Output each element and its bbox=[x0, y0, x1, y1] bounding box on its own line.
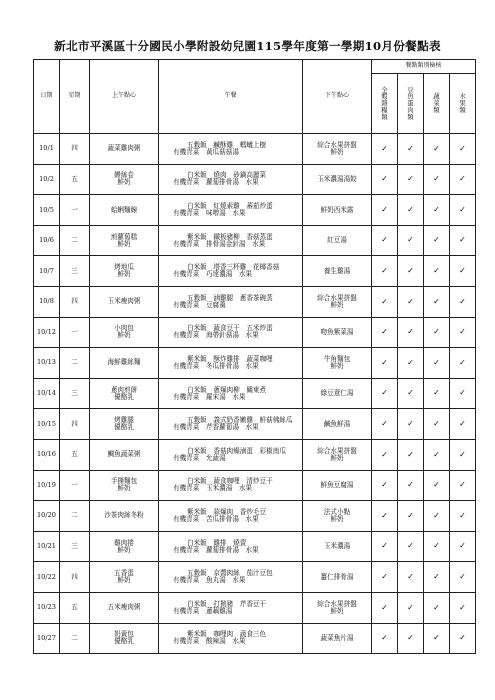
cell-date: 10/6 bbox=[34, 225, 60, 256]
cell-date: 10/8 bbox=[34, 286, 60, 317]
table-row bbox=[34, 256, 476, 287]
cell-am-snack bbox=[90, 195, 159, 226]
check-mark: ✓ bbox=[372, 225, 398, 256]
cell-weekday: 一 bbox=[60, 195, 90, 226]
cell-lunch bbox=[159, 164, 303, 195]
cell-lunch bbox=[159, 562, 303, 593]
cell-am-snack bbox=[90, 134, 159, 165]
table-row bbox=[34, 470, 476, 501]
menu-line: 鮮奶 bbox=[117, 331, 131, 340]
menu-line: 白米飯 蔥爆肉柳 關東煮 bbox=[187, 385, 267, 394]
menu-line: 鹹魚鮮湯 bbox=[323, 419, 351, 428]
category-char: 豆 bbox=[407, 85, 414, 94]
menu-line: 五穀飯 義式奶香嫩雞 鮮菇佛絲瓜 bbox=[187, 416, 293, 425]
check-mark: ✓ bbox=[398, 470, 424, 501]
cell-lunch bbox=[159, 378, 303, 409]
table-row bbox=[34, 195, 476, 226]
cell-lunch bbox=[159, 592, 303, 623]
cell-am-snack bbox=[90, 317, 159, 348]
category-char: 類 bbox=[381, 112, 388, 121]
menu-line: 鮮奶西米露 bbox=[320, 205, 354, 214]
header-weekday: 星期 bbox=[60, 60, 90, 134]
cell-weekday: 五 bbox=[60, 164, 90, 195]
cell-weekday: 五 bbox=[60, 439, 90, 470]
cell-weekday: 二 bbox=[60, 348, 90, 379]
table-row bbox=[34, 592, 476, 623]
cell-am-snack bbox=[90, 409, 159, 440]
menu-line: 手撕麵包 bbox=[110, 477, 138, 486]
menu-line: 紫米飯 酥炸雞排 蔬菜咖哩 bbox=[187, 355, 273, 364]
cell-weekday: 三 bbox=[60, 256, 90, 287]
cell-am-snack bbox=[90, 439, 159, 470]
check-mark: ✓ bbox=[450, 531, 476, 562]
check-mark: ✓ bbox=[424, 378, 450, 409]
menu-line: 五香蛋 bbox=[114, 569, 134, 578]
cell-lunch bbox=[159, 348, 303, 379]
check-mark: ✓ bbox=[372, 531, 398, 562]
cell-lunch bbox=[159, 317, 303, 348]
check-mark: ✓ bbox=[398, 531, 424, 562]
check-mark: ✓ bbox=[424, 409, 450, 440]
menu-line: 沙茶肉絲冬粉 bbox=[104, 511, 144, 520]
header-category-group: 餐點類別檢核 bbox=[372, 60, 476, 74]
category-char: 肉 bbox=[407, 105, 414, 114]
category-char: 類 bbox=[459, 105, 466, 114]
check-mark: ✓ bbox=[398, 225, 424, 256]
table-row bbox=[34, 225, 476, 256]
check-mark: ✓ bbox=[372, 348, 398, 379]
cell-am-snack bbox=[90, 562, 159, 593]
menu-line: 綜合水果拼盤 bbox=[317, 599, 357, 608]
cell-date: 10/14 bbox=[34, 378, 60, 409]
menu-line: 玉米瘦肉粥 bbox=[107, 297, 141, 306]
menu-line: 雞肉捲 bbox=[114, 538, 134, 547]
header-am-snack: 上午點心 bbox=[90, 60, 159, 134]
check-mark: ✓ bbox=[372, 317, 398, 348]
cell-pm-snack bbox=[303, 348, 372, 379]
cell-date: 10/2 bbox=[34, 164, 60, 195]
menu-line: 鮮奶 bbox=[117, 545, 131, 554]
cell-weekday: 一 bbox=[60, 317, 90, 348]
cell-am-snack bbox=[90, 378, 159, 409]
menu-line: 鮮奶 bbox=[330, 453, 344, 462]
check-mark: ✓ bbox=[398, 164, 424, 195]
table-row bbox=[34, 562, 476, 593]
check-mark: ✓ bbox=[372, 378, 398, 409]
menu-line: 鮮奶 bbox=[330, 147, 344, 156]
category-char: 蛋 bbox=[407, 99, 414, 108]
cell-date: 10/16 bbox=[34, 439, 60, 470]
cell-pm-snack bbox=[303, 134, 372, 165]
table-row bbox=[34, 378, 476, 409]
check-mark: ✓ bbox=[398, 286, 424, 317]
cell-am-snack bbox=[90, 623, 159, 654]
check-mark: ✓ bbox=[424, 470, 450, 501]
cell-date: 10/7 bbox=[34, 256, 60, 287]
menu-line: 有機青菜 酸辣湯 水果 bbox=[173, 637, 246, 646]
check-mark: ✓ bbox=[450, 623, 476, 654]
check-mark: ✓ bbox=[450, 562, 476, 593]
check-mark: ✓ bbox=[424, 439, 450, 470]
cell-am-snack bbox=[90, 164, 159, 195]
menu-line: 鮮魚豆腐湯 bbox=[320, 480, 354, 489]
check-mark: ✓ bbox=[424, 134, 450, 165]
check-mark: ✓ bbox=[450, 225, 476, 256]
check-mark: ✓ bbox=[398, 409, 424, 440]
table-row bbox=[34, 409, 476, 440]
menu-line: 薑仁排骨湯 bbox=[320, 572, 354, 581]
category-char: 全 bbox=[381, 85, 388, 94]
table-row bbox=[34, 134, 476, 165]
cell-weekday: 三 bbox=[60, 378, 90, 409]
menu-line: 法式小點 bbox=[323, 508, 351, 516]
menu-line: 紫米飯 咖哩肉 蔬食三色 bbox=[187, 630, 267, 639]
cell-date: 10/21 bbox=[34, 531, 60, 562]
cell-am-snack bbox=[90, 592, 159, 623]
check-mark: ✓ bbox=[424, 501, 450, 532]
check-mark: ✓ bbox=[398, 562, 424, 593]
menu-line: 白米飯 紅燒素雞 蕃茄炒蛋 bbox=[187, 202, 273, 211]
check-mark: ✓ bbox=[424, 286, 450, 317]
menu-line: 養生雞湯 bbox=[323, 266, 351, 275]
check-mark: ✓ bbox=[398, 623, 424, 654]
menu-line: 有機青菜 允蔬湯 bbox=[173, 453, 226, 462]
menu-line: 白米飯 塔香三杯雞 花椰香菇 bbox=[187, 263, 280, 272]
menu-line: 鮮奶 bbox=[330, 514, 344, 523]
menu-line: 蛤蜊麵線 bbox=[110, 205, 138, 214]
check-mark: ✓ bbox=[372, 592, 398, 623]
menu-line: 鯛魚蔬菜粥 bbox=[107, 450, 141, 459]
table-row bbox=[34, 348, 476, 379]
check-mark: ✓ bbox=[424, 225, 450, 256]
cell-date: 10/13 bbox=[34, 348, 60, 379]
check-mark: ✓ bbox=[372, 501, 398, 532]
menu-line: 優酪乳 bbox=[114, 637, 134, 646]
menu-line: 有機青菜 巧達濃湯 水果 bbox=[173, 270, 253, 279]
cell-pm-snack bbox=[303, 562, 372, 593]
check-mark: ✓ bbox=[372, 439, 398, 470]
menu-line: 鮮奶 bbox=[117, 178, 131, 187]
category-char: 雜 bbox=[381, 99, 388, 108]
menu-line: 五米瘦肉粥 bbox=[107, 603, 141, 612]
category-char: 水 bbox=[459, 92, 466, 101]
category-char: 類 bbox=[433, 105, 440, 114]
menu-line: 綜合水果拼盤 bbox=[317, 140, 357, 149]
menu-line: 鮮奶 bbox=[117, 239, 131, 248]
check-mark: ✓ bbox=[398, 592, 424, 623]
cell-pm-snack bbox=[303, 439, 372, 470]
cell-date: 10/20 bbox=[34, 501, 60, 532]
menu-line: 優酪乳 bbox=[114, 392, 134, 401]
check-mark: ✓ bbox=[450, 470, 476, 501]
header-lunch: 午餐 bbox=[159, 60, 303, 134]
cell-lunch bbox=[159, 531, 303, 562]
menu-line: 綜合水果拼盤 bbox=[317, 293, 357, 302]
cell-pm-snack bbox=[303, 623, 372, 654]
check-mark: ✓ bbox=[424, 562, 450, 593]
check-mark: ✓ bbox=[372, 562, 398, 593]
cell-weekday: 二 bbox=[60, 623, 90, 654]
menu-line: 鮮奶 bbox=[330, 361, 344, 370]
check-mark: ✓ bbox=[450, 286, 476, 317]
menu-line: 鮮奶 bbox=[117, 270, 131, 279]
menu-line: 白米飯 打拋豬 芹香豆干 bbox=[187, 599, 267, 608]
menu-line: 鮮奶 bbox=[330, 606, 344, 615]
check-mark: ✓ bbox=[450, 501, 476, 532]
menu-line: 有機青菜 玉米濃湯 水果 bbox=[173, 484, 253, 493]
menu-line: 有機青菜 蘿蔔排骨湯 水果 bbox=[173, 545, 259, 554]
cell-am-snack bbox=[90, 470, 159, 501]
menu-line: 奶黃包 bbox=[114, 630, 134, 639]
cell-lunch bbox=[159, 195, 303, 226]
cell-date: 10/12 bbox=[34, 317, 60, 348]
cell-pm-snack bbox=[303, 195, 372, 226]
cell-lunch bbox=[159, 286, 303, 317]
cell-weekday: 四 bbox=[60, 409, 90, 440]
menu-line: 綠豆薏仁湯 bbox=[320, 389, 354, 398]
menu-line: 鮮奶 bbox=[330, 300, 344, 309]
cell-date: 10/1 bbox=[34, 134, 60, 165]
cell-weekday: 一 bbox=[60, 470, 90, 501]
menu-line: 海鮮雞絲麵 bbox=[107, 358, 141, 367]
check-mark: ✓ bbox=[372, 409, 398, 440]
check-mark: ✓ bbox=[398, 348, 424, 379]
cell-pm-snack bbox=[303, 501, 372, 532]
header-pm-snack: 下午點心 bbox=[303, 60, 372, 134]
cell-pm-snack bbox=[303, 256, 372, 287]
cell-date: 10/22 bbox=[34, 562, 60, 593]
check-mark: ✓ bbox=[450, 348, 476, 379]
check-mark: ✓ bbox=[398, 317, 424, 348]
category-char: 穀 bbox=[381, 92, 388, 101]
cell-weekday: 四 bbox=[60, 134, 90, 165]
table-row bbox=[34, 317, 476, 348]
check-mark: ✓ bbox=[450, 317, 476, 348]
cell-pm-snack bbox=[303, 286, 372, 317]
cell-pm-snack bbox=[303, 470, 372, 501]
cell-date: 10/15 bbox=[34, 409, 60, 440]
menu-line: 紫米飯 鐵板豬柳 香菇蒸蛋 bbox=[187, 232, 273, 241]
check-mark: ✓ bbox=[398, 134, 424, 165]
check-mark: ✓ bbox=[450, 378, 476, 409]
cell-pm-snack bbox=[303, 531, 372, 562]
cell-weekday: 四 bbox=[60, 286, 90, 317]
check-mark: ✓ bbox=[372, 470, 398, 501]
check-mark: ✓ bbox=[398, 195, 424, 226]
cell-date: 10/5 bbox=[34, 195, 60, 226]
menu-line: 有機青菜 海帶針菇湯 水果 bbox=[173, 331, 259, 340]
menu-line: 有機青菜 排骨湯金針湯 水果 bbox=[173, 239, 266, 248]
menu-line: 吻魚紫菜湯 bbox=[320, 327, 354, 336]
check-mark: ✓ bbox=[424, 195, 450, 226]
check-mark: ✓ bbox=[450, 256, 476, 287]
cell-lunch bbox=[159, 225, 303, 256]
check-mark: ✓ bbox=[372, 195, 398, 226]
cell-weekday: 三 bbox=[60, 531, 90, 562]
table-row bbox=[34, 164, 476, 195]
menu-line: 有機青菜 冬瓜排骨湯 水果 bbox=[173, 361, 259, 370]
menu-line: 有機青菜 蓮藕雞湯 bbox=[173, 606, 233, 615]
cell-lunch bbox=[159, 623, 303, 654]
check-mark: ✓ bbox=[450, 592, 476, 623]
check-mark: ✓ bbox=[424, 623, 450, 654]
menu-line: 有機青菜 蘿蔔排骨湯 水果 bbox=[173, 178, 259, 187]
check-mark: ✓ bbox=[424, 256, 450, 287]
cell-pm-snack bbox=[303, 225, 372, 256]
header-category-protein bbox=[398, 74, 424, 134]
category-char: 類 bbox=[407, 112, 414, 121]
menu-body bbox=[34, 134, 476, 654]
category-char: 魚 bbox=[407, 92, 414, 101]
menu-line: 饅絲卷 bbox=[114, 171, 134, 180]
cell-weekday: 二 bbox=[60, 225, 90, 256]
menu-line: 有機青菜 芹香蘿蔔湯 水果 bbox=[173, 423, 259, 432]
menu-line: 白米飯 蔬食咖哩 清炒豆干 bbox=[187, 477, 273, 486]
check-mark: ✓ bbox=[372, 286, 398, 317]
cell-am-snack bbox=[90, 256, 159, 287]
menu-line: 五穀飯 鹹酥雞 螞蟻上樹 bbox=[187, 140, 267, 149]
check-mark: ✓ bbox=[372, 623, 398, 654]
check-mark: ✓ bbox=[424, 592, 450, 623]
cell-am-snack bbox=[90, 501, 159, 532]
category-char: 果 bbox=[459, 99, 466, 108]
menu-line: 有機青菜 味噌湯 水果 bbox=[173, 208, 246, 217]
check-mark: ✓ bbox=[372, 164, 398, 195]
menu-line: 有機青菜 羅宋湯 水果 bbox=[173, 392, 246, 401]
menu-line: 綜合水果拼盤 bbox=[317, 446, 357, 455]
cell-lunch bbox=[159, 134, 303, 165]
cell-pm-snack bbox=[303, 409, 372, 440]
header-category-grains bbox=[372, 74, 398, 134]
cell-weekday: 五 bbox=[60, 592, 90, 623]
menu-line: 有機青菜 黃瓜菇菇湯 bbox=[173, 147, 239, 156]
check-mark: ✓ bbox=[450, 409, 476, 440]
menu-line: 有機青菜 苦瓜排骨湯 水果 bbox=[173, 514, 259, 523]
check-mark: ✓ bbox=[450, 134, 476, 165]
menu-line: 五穀飯 滷雞腿 蔥香茶碗蒸 bbox=[187, 293, 273, 302]
menu-line: 蔬菜雞肉粥 bbox=[107, 144, 141, 153]
menu-line: 紅豆湯 bbox=[327, 236, 347, 245]
menu-line: 白米飯 雞排 燒賣 bbox=[187, 538, 247, 547]
cell-date: 10/27 bbox=[34, 623, 60, 654]
table-row bbox=[34, 531, 476, 562]
cell-weekday: 二 bbox=[60, 501, 90, 532]
menu-line: 烤雞腿 bbox=[114, 416, 134, 425]
category-char: 糧 bbox=[381, 105, 388, 114]
menu-line: 五穀飯 京醬肉絲 茄汁豆包 bbox=[187, 569, 273, 578]
menu-line: 鮮奶 bbox=[117, 484, 131, 493]
cell-date: 10/23 bbox=[34, 592, 60, 623]
check-mark: ✓ bbox=[424, 531, 450, 562]
check-mark: ✓ bbox=[450, 195, 476, 226]
check-mark: ✓ bbox=[398, 378, 424, 409]
menu-line: 有機青菜 魚丸湯 水果 bbox=[173, 576, 246, 585]
cell-am-snack bbox=[90, 531, 159, 562]
menu-line: 蔥肉煎餅 bbox=[110, 385, 138, 394]
header-row-top bbox=[34, 60, 476, 74]
menu-line: 優酪乳 bbox=[114, 423, 134, 432]
menu-line: 烤地瓜 bbox=[114, 263, 134, 272]
menu-line: 煎蘿蔔糕 bbox=[110, 232, 138, 241]
menu-line: 白米飯 香菇肉燥滷蛋 彩椒南瓜 bbox=[187, 446, 286, 455]
menu-line: 紫米飯 蒜爆肉 香炒毛豆 bbox=[187, 508, 267, 516]
header-category-fruit bbox=[450, 74, 476, 134]
cell-lunch bbox=[159, 439, 303, 470]
cell-pm-snack bbox=[303, 592, 372, 623]
header-date: 日期 bbox=[34, 60, 60, 134]
check-mark: ✓ bbox=[424, 164, 450, 195]
table-row bbox=[34, 623, 476, 654]
cell-am-snack bbox=[90, 286, 159, 317]
menu-line: 蔬菜魚片湯 bbox=[320, 633, 354, 642]
menu-line: 牛角麵包 bbox=[323, 355, 351, 364]
check-mark: ✓ bbox=[398, 439, 424, 470]
header-category-vegetable bbox=[424, 74, 450, 134]
menu-line: 白米飯 燒肉 砂鍋高麗菜 bbox=[187, 171, 267, 180]
menu-line: 小肉包 bbox=[114, 324, 134, 333]
menu-line: 玉米濃湯 bbox=[323, 542, 351, 551]
check-mark: ✓ bbox=[398, 501, 424, 532]
page-title: 新北市平溪區十分國民小學附設幼兒園115學年度第一學期10月份餐點表 bbox=[54, 39, 441, 53]
cell-am-snack bbox=[90, 348, 159, 379]
menu-line: 白米飯 蔬食豆干 五米炒蛋 bbox=[187, 324, 273, 333]
category-char: 蔬 bbox=[433, 92, 440, 101]
table-row bbox=[34, 439, 476, 470]
cell-pm-snack bbox=[303, 378, 372, 409]
check-mark: ✓ bbox=[450, 439, 476, 470]
cell-lunch bbox=[159, 409, 303, 440]
check-mark: ✓ bbox=[372, 134, 398, 165]
menu-line: 玉米濃湯湯餃 bbox=[317, 174, 357, 183]
menu-line: 鮮奶 bbox=[117, 576, 131, 585]
menu-table bbox=[33, 59, 476, 654]
cell-weekday: 四 bbox=[60, 562, 90, 593]
cell-pm-snack bbox=[303, 164, 372, 195]
check-mark: ✓ bbox=[398, 256, 424, 287]
check-mark: ✓ bbox=[424, 317, 450, 348]
check-mark: ✓ bbox=[450, 164, 476, 195]
check-mark: ✓ bbox=[372, 256, 398, 287]
menu-line: 有機青菜 豆腐羹 bbox=[173, 300, 226, 309]
table-row bbox=[34, 501, 476, 532]
cell-date: 10/19 bbox=[34, 470, 60, 501]
cell-am-snack bbox=[90, 225, 159, 256]
cell-lunch bbox=[159, 256, 303, 287]
category-char: 菜 bbox=[433, 99, 440, 108]
table-row bbox=[34, 286, 476, 317]
cell-lunch bbox=[159, 470, 303, 501]
check-mark: ✓ bbox=[424, 348, 450, 379]
cell-pm-snack bbox=[303, 317, 372, 348]
cell-lunch bbox=[159, 501, 303, 532]
